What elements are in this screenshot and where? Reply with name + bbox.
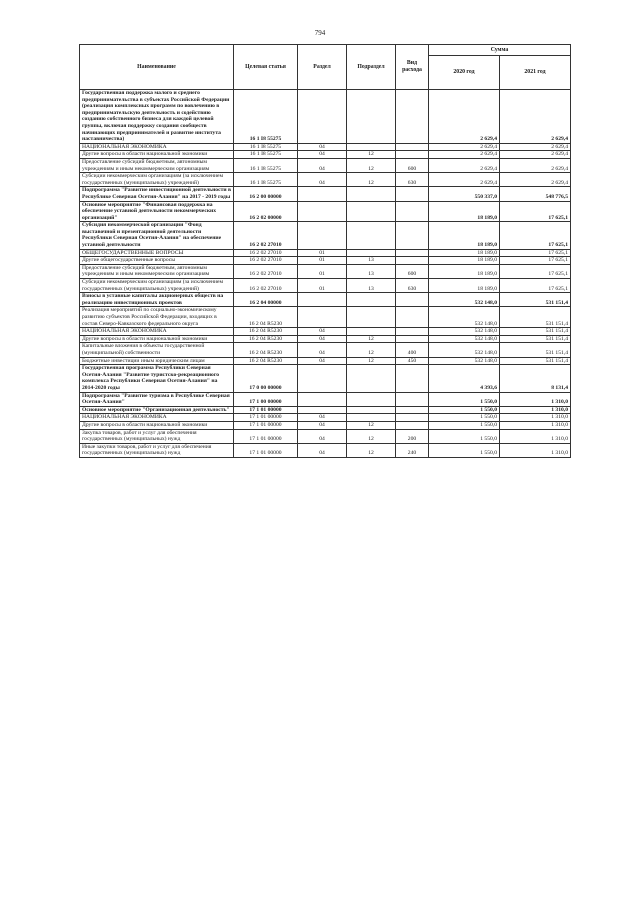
table-row xyxy=(80,264,571,278)
cell-name: Закупка товаров, работ и услуг для обеспечения государственных (муниципальных) нужд xyxy=(80,429,234,443)
cell-y2020: 1 550,0 xyxy=(429,406,500,414)
cell-name: Иные закупки товаров, работ и услуг для обеспечения государственных (муниципальных) нужд xyxy=(80,443,234,457)
cell-name: НАЦИОНАЛЬНАЯ ЭКОНОМИКА xyxy=(80,414,234,422)
cell-code: 16 1 I8 55275 xyxy=(234,90,298,144)
cell-sec: 04 xyxy=(298,429,347,443)
cell-name: Другие вопросы в области национальной экономики xyxy=(80,421,234,429)
cell-y2021: 2 629,4 xyxy=(500,90,571,144)
cell-exp: 240 xyxy=(396,443,429,457)
cell-sec xyxy=(298,392,347,406)
cell-y2020: 18 189,0 xyxy=(429,264,500,278)
cell-y2021: 1 310,0 xyxy=(500,406,571,414)
cell-exp xyxy=(396,249,429,257)
cell-code: 16 1 I8 55275 xyxy=(234,173,298,187)
cell-y2021: 531 151,4 xyxy=(500,293,571,307)
table-row xyxy=(80,357,571,365)
table-row xyxy=(80,443,571,457)
cell-sec xyxy=(298,187,347,201)
header-code: Целевая статья xyxy=(234,45,298,90)
cell-exp: 630 xyxy=(396,173,429,187)
cell-sub xyxy=(347,414,396,422)
cell-sub xyxy=(347,406,396,414)
cell-exp xyxy=(396,335,429,343)
cell-y2021: 17 625,1 xyxy=(500,279,571,293)
cell-sec: 01 xyxy=(298,264,347,278)
cell-code: 17 1 01 00000 xyxy=(234,429,298,443)
table-row xyxy=(80,343,571,357)
cell-y2021: 531 151,4 xyxy=(500,307,571,328)
cell-y2020: 18 189,0 xyxy=(429,222,500,249)
cell-code: 16 2 00 00000 xyxy=(234,187,298,201)
cell-y2020: 2 629,4 xyxy=(429,173,500,187)
cell-sec xyxy=(298,222,347,249)
table-row xyxy=(80,335,571,343)
cell-code: 16 2 02 27010 xyxy=(234,279,298,293)
cell-y2021: 8 131,4 xyxy=(500,365,571,392)
cell-y2021: 1 310,0 xyxy=(500,421,571,429)
cell-y2021: 17 625,1 xyxy=(500,201,571,222)
cell-code: 16 2 02 27010 xyxy=(234,257,298,265)
cell-sec: 04 xyxy=(298,343,347,357)
cell-exp xyxy=(396,222,429,249)
cell-code: 16 2 04 R5230 xyxy=(234,335,298,343)
cell-y2020: 2 629,4 xyxy=(429,151,500,159)
page-number: 794 xyxy=(314,29,326,37)
cell-code: 16 2 04 R5230 xyxy=(234,307,298,328)
cell-code: 16 2 02 27010 xyxy=(234,249,298,257)
cell-sub xyxy=(347,307,396,328)
cell-name: Другие общегосударственные вопросы xyxy=(80,257,234,265)
cell-y2020: 1 550,0 xyxy=(429,414,500,422)
cell-y2020: 1 550,0 xyxy=(429,421,500,429)
cell-exp xyxy=(396,187,429,201)
cell-y2020: 532 148,0 xyxy=(429,335,500,343)
cell-code: 16 2 04 R5230 xyxy=(234,343,298,357)
cell-name: Субсидия некоммерческой организации "Фонд выставочной и презентационной деятельности Республики Северная Осетия-Алания" на обеспечение уставной деятельности xyxy=(80,222,234,249)
cell-y2021: 2 629,4 xyxy=(500,158,571,172)
cell-sec: 01 xyxy=(298,257,347,265)
cell-sec: 04 xyxy=(298,143,347,151)
cell-y2021: 1 310,0 xyxy=(500,392,571,406)
cell-name: Капитальные вложения в объекты государственной (муниципальной) собственности xyxy=(80,343,234,357)
table-row xyxy=(80,222,571,249)
table-row xyxy=(80,257,571,265)
cell-sub xyxy=(347,187,396,201)
cell-y2021: 531 151,4 xyxy=(500,335,571,343)
cell-name: НАЦИОНАЛЬНАЯ ЭКОНОМИКА xyxy=(80,328,234,336)
table-row xyxy=(80,328,571,336)
cell-sub xyxy=(347,201,396,222)
cell-sub: 13 xyxy=(347,257,396,265)
cell-sub xyxy=(347,90,396,144)
cell-y2020: 1 550,0 xyxy=(429,443,500,457)
cell-name: Основное мероприятие "Организационная деятельность" xyxy=(80,406,234,414)
cell-y2020: 18 189,0 xyxy=(429,249,500,257)
cell-exp xyxy=(396,406,429,414)
table-row xyxy=(80,279,571,293)
cell-y2021: 17 625,1 xyxy=(500,264,571,278)
cell-exp xyxy=(396,307,429,328)
cell-exp xyxy=(396,392,429,406)
cell-y2020: 1 550,0 xyxy=(429,392,500,406)
cell-y2021: 17 625,1 xyxy=(500,249,571,257)
cell-code: 16 2 02 27010 xyxy=(234,264,298,278)
cell-sec: 04 xyxy=(298,414,347,422)
cell-sub: 12 xyxy=(347,173,396,187)
cell-sub: 12 xyxy=(347,421,396,429)
table-row xyxy=(80,151,571,159)
cell-sub xyxy=(347,249,396,257)
table-row xyxy=(80,90,571,144)
cell-y2021: 17 625,1 xyxy=(500,222,571,249)
table-row xyxy=(80,307,571,328)
cell-exp xyxy=(396,151,429,159)
table-row xyxy=(80,392,571,406)
cell-code: 17 1 01 00000 xyxy=(234,406,298,414)
cell-code: 16 2 02 00000 xyxy=(234,201,298,222)
cell-name: Бюджетные инвестиции иным юридическим лицам xyxy=(80,357,234,365)
cell-code: 17 1 00 00000 xyxy=(234,392,298,406)
cell-sec: 04 xyxy=(298,421,347,429)
cell-sec: 01 xyxy=(298,279,347,293)
cell-y2021: 1 310,0 xyxy=(500,414,571,422)
cell-y2020: 550 337,0 xyxy=(429,187,500,201)
cell-sub: 13 xyxy=(347,279,396,293)
cell-y2020: 1 550,0 xyxy=(429,429,500,443)
cell-name: Основное мероприятие "Финансовая поддержка на обеспечение уставной деятельности некоммерческих организаций" xyxy=(80,201,234,222)
cell-sec: 04 xyxy=(298,335,347,343)
cell-sub: 12 xyxy=(347,429,396,443)
cell-exp xyxy=(396,143,429,151)
cell-exp: 450 xyxy=(396,357,429,365)
cell-sub xyxy=(347,222,396,249)
cell-y2021: 531 151,4 xyxy=(500,357,571,365)
cell-exp: 200 xyxy=(396,429,429,443)
cell-y2020: 18 189,0 xyxy=(429,201,500,222)
cell-name: Предоставление субсидий бюджетным, автономным учреждениям и иным некоммерческим организациям xyxy=(80,158,234,172)
cell-code: 16 2 04 00000 xyxy=(234,293,298,307)
cell-code: 16 2 02 27010 xyxy=(234,222,298,249)
cell-y2020: 532 148,0 xyxy=(429,293,500,307)
cell-name: Реализация мероприятий по социально-экономическому развитию субъектов Российской Федерации, входящих в состав Северо-Кавказского федерального округа xyxy=(80,307,234,328)
cell-name: Взносы в уставные капиталы акционерных обществ на реализацию инвестиционных проектов xyxy=(80,293,234,307)
header-2021: 2021 год xyxy=(500,56,571,90)
header-name: Наименование xyxy=(80,45,234,90)
header-subsection: Подраздел xyxy=(347,45,396,90)
cell-y2020: 2 629,4 xyxy=(429,90,500,144)
cell-sub: 12 xyxy=(347,151,396,159)
cell-name: Другие вопросы в области национальной экономики xyxy=(80,151,234,159)
header-section: Раздел xyxy=(298,45,347,90)
cell-sub xyxy=(347,293,396,307)
cell-name: Государственная поддержка малого и среднего предпринимательства в субъектах Российской Федерации (реализация комплексных программ по вовлечению в предпринимательскую деятельность и содействию созданию собственного бизнеса для каждой целевой группы, включая поддержку создания сообществ начинающих предпринимателей и развитие института наставничества) xyxy=(80,90,234,144)
header-sum: Сумма xyxy=(429,45,571,56)
cell-sec xyxy=(298,90,347,144)
table-body xyxy=(80,90,571,458)
cell-sub xyxy=(347,392,396,406)
cell-y2021: 1 310,0 xyxy=(500,429,571,443)
cell-exp xyxy=(396,414,429,422)
cell-y2021: 17 625,1 xyxy=(500,257,571,265)
table-row xyxy=(80,365,571,392)
table-row xyxy=(80,414,571,422)
cell-y2021: 1 310,0 xyxy=(500,443,571,457)
cell-code: 16 1 I8 55275 xyxy=(234,151,298,159)
cell-y2020: 532 148,0 xyxy=(429,328,500,336)
cell-exp xyxy=(396,201,429,222)
cell-exp: 600 xyxy=(396,158,429,172)
table-row xyxy=(80,429,571,443)
cell-exp xyxy=(396,90,429,144)
table-row xyxy=(80,293,571,307)
cell-code: 16 2 04 R5230 xyxy=(234,357,298,365)
cell-sub: 12 xyxy=(347,343,396,357)
cell-sec xyxy=(298,293,347,307)
cell-y2021: 2 629,4 xyxy=(500,143,571,151)
header-expense: Вид расхода xyxy=(396,45,429,90)
cell-y2020: 532 148,0 xyxy=(429,357,500,365)
cell-code: 17 1 01 00000 xyxy=(234,421,298,429)
table-row xyxy=(80,173,571,187)
table-row xyxy=(80,406,571,414)
cell-y2021: 2 629,4 xyxy=(500,151,571,159)
cell-sec xyxy=(298,201,347,222)
cell-name: Другие вопросы в области национальной экономики xyxy=(80,335,234,343)
cell-sub: 12 xyxy=(347,357,396,365)
cell-sec: 01 xyxy=(298,249,347,257)
cell-exp xyxy=(396,257,429,265)
cell-name: ОБЩЕГОСУДАРСТВЕННЫЕ ВОПРОСЫ xyxy=(80,249,234,257)
cell-name: Субсидии некоммерческим организациям (за исключением государственных (муниципальных) учреждений) xyxy=(80,173,234,187)
cell-sub: 12 xyxy=(347,158,396,172)
cell-exp: 400 xyxy=(396,343,429,357)
cell-sub xyxy=(347,143,396,151)
cell-y2020: 18 189,0 xyxy=(429,279,500,293)
cell-sub: 12 xyxy=(347,335,396,343)
budget-table xyxy=(79,44,571,458)
cell-y2020: 2 629,4 xyxy=(429,143,500,151)
cell-sec xyxy=(298,406,347,414)
cell-sec xyxy=(298,365,347,392)
cell-code: 17 1 01 00000 xyxy=(234,443,298,457)
cell-code: 16 2 04 R5230 xyxy=(234,328,298,336)
table-row xyxy=(80,158,571,172)
cell-y2021: 531 151,4 xyxy=(500,328,571,336)
cell-code: 16 1 I8 55275 xyxy=(234,158,298,172)
cell-name: Субсидии некоммерческим организациям (за исключением государственных (муниципальных) учреждений) xyxy=(80,279,234,293)
cell-sub: 12 xyxy=(347,443,396,457)
cell-y2020: 4 393,6 xyxy=(429,365,500,392)
table-row xyxy=(80,201,571,222)
cell-sec: 04 xyxy=(298,151,347,159)
cell-code: 16 1 I8 55275 xyxy=(234,143,298,151)
cell-exp: 600 xyxy=(396,264,429,278)
cell-name: Подпрограмма "Развитие инвестиционной деятельности в Республике Северная Осетия-Алания" на 2017 - 2019 годы xyxy=(80,187,234,201)
cell-y2021: 548 776,5 xyxy=(500,187,571,201)
cell-name: НАЦИОНАЛЬНАЯ ЭКОНОМИКА xyxy=(80,143,234,151)
cell-sub xyxy=(347,365,396,392)
table-row xyxy=(80,249,571,257)
cell-code: 17 0 00 00000 xyxy=(234,365,298,392)
cell-exp xyxy=(396,293,429,307)
cell-sub: 13 xyxy=(347,264,396,278)
cell-sub xyxy=(347,328,396,336)
table-row xyxy=(80,143,571,151)
header-2020: 2020 год xyxy=(429,56,500,90)
cell-name: Подпрограмма "Развитие туризма в Республике Северная Осетия-Алания" xyxy=(80,392,234,406)
cell-exp xyxy=(396,328,429,336)
cell-sec: 04 xyxy=(298,443,347,457)
cell-exp xyxy=(396,365,429,392)
cell-code: 17 1 01 00000 xyxy=(234,414,298,422)
cell-exp xyxy=(396,421,429,429)
cell-sec: 04 xyxy=(298,158,347,172)
table-row xyxy=(80,187,571,201)
cell-name: Предоставление субсидий бюджетным, автономным учреждениям и иным некоммерческим организациям xyxy=(80,264,234,278)
cell-y2021: 531 151,4 xyxy=(500,343,571,357)
cell-y2020: 2 629,4 xyxy=(429,158,500,172)
cell-y2020: 532 148,0 xyxy=(429,343,500,357)
cell-y2020: 18 189,0 xyxy=(429,257,500,265)
cell-sec: 04 xyxy=(298,328,347,336)
cell-y2020: 532 148,0 xyxy=(429,307,500,328)
cell-sec: 04 xyxy=(298,357,347,365)
cell-name: Государственная программа Республики Северная Осетия-Алания "Развитие туристско-рекреационного комплекса Республики Северная Осетия-Алания" на 2014-2020 годы xyxy=(80,365,234,392)
table-row xyxy=(80,421,571,429)
cell-sec: 04 xyxy=(298,173,347,187)
cell-sec xyxy=(298,307,347,328)
cell-exp: 630 xyxy=(396,279,429,293)
cell-y2021: 2 629,4 xyxy=(500,173,571,187)
